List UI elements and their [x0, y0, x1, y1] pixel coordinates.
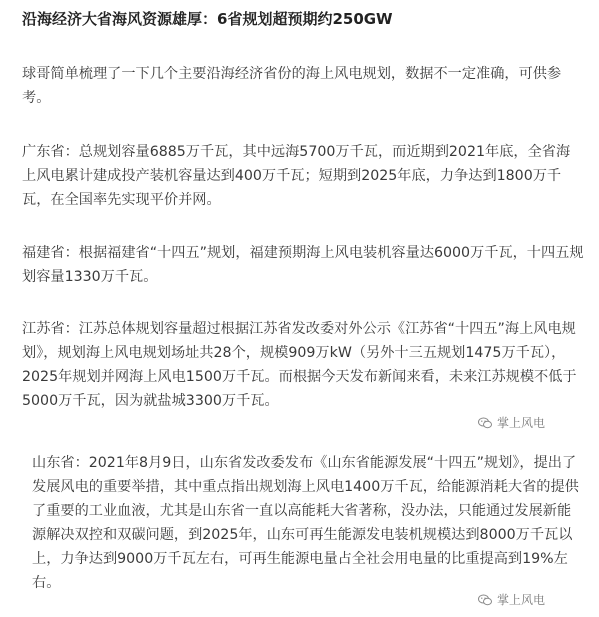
- watermark: [478, 414, 545, 431]
- watermark-label: 掌上风电: [497, 416, 546, 430]
- article-title: 沿海经济大省海风资源雄厚：6省规划超预期约250GW: [22, 10, 393, 28]
- watermark-label: 掌上风电: [497, 593, 546, 607]
- watermark: [478, 591, 545, 608]
- fujian-paragraph: 福建省：根据福建省“十四五”规划，福建预期海上风电装机容量达6000万千瓦，十四五规划容量1330万千瓦。: [22, 245, 584, 285]
- wechat-icon: [478, 594, 492, 606]
- jiangsu-paragraph: 江苏省：江苏总体规划容量超过根据江苏省发改委对外公示《江苏省“十四五”海上风电规划》，规划海上风电规划场址共28个，规模909万kW（另外十三五规划1475万千瓦），2025年规划并网海上风电1500万千瓦。而根据今天发布新闻来看，未来江苏规模不低于5000万千瓦，因为就盐城3300万千瓦。: [22, 321, 577, 409]
- guangdong-paragraph: 广东省：总规划容量6885万千瓦，其中远海5700万千瓦，而近期到2021年底，全省海上风电累计建成投产装机容量达到400万千瓦；短期到2025年底，力争达到1800万千瓦，在全国率先实现平价并网。: [22, 144, 571, 208]
- shandong-paragraph: 山东省：2021年8月9日，山东省发改委发布《山东省能源发展“十四五”规划》，提出了发展风电的重要举措，其中重点指出规划海上风电1400万千瓦，给能源消耗大省的提供了重要的工业血液，尤其是山东省一直以高能耗大省著称，没办法，只能通过发展新能源解决双控和双碳问题，到2025年，山东可再生能源发电装机规模达到8000万千瓦以上，力争达到9000万千瓦左右，可再生能源电量占全社会用电量的比重提高到19%左右。: [32, 455, 579, 591]
- wechat-icon: [478, 417, 492, 429]
- intro-paragraph: 球哥简单梳理了一下几个主要沿海经济省份的海上风电规划，数据不一定准确，可供参考。: [22, 66, 562, 106]
